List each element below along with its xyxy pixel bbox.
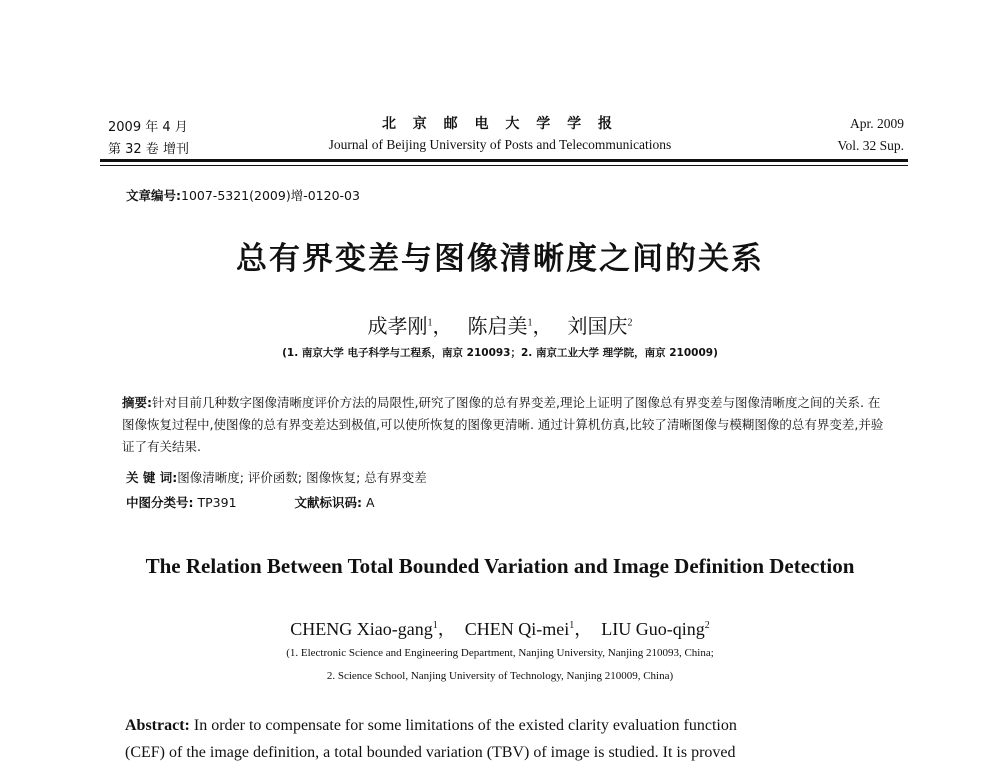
- abstract-en-label: Abstract:: [125, 717, 190, 734]
- affiliation-en-2: 2. Science School, Nanjing University of Technology, Nanjing 210009, China): [326, 670, 674, 682]
- article-number-value: 1007-5321(2009)增-0120-03: [181, 188, 360, 203]
- author-sup: 2: [704, 620, 710, 631]
- journal-title-en: Journal of Beijing University of Posts and Telecommunications: [328, 137, 672, 152]
- doc-code-value: A: [366, 495, 375, 510]
- author-cn: 成孝刚: [367, 316, 428, 338]
- keywords-label: 关 键 词:: [126, 470, 178, 485]
- abstract-en-line-1: [125, 717, 737, 735]
- header-volume-en: Vol. 32 Sup.: [837, 138, 904, 153]
- abstract-en-line-2: (CEF) of the image definition, a total bounded variation (TBV) of image is studied. It is proved: [125, 744, 736, 761]
- header-volume-cn: 第 32 卷 增刊: [108, 142, 189, 157]
- journal-title-cn: 北 京 邮 电 大 学 学 报: [381, 116, 619, 132]
- author-cn: 陈启美: [467, 316, 528, 338]
- author-sep: ，: [532, 316, 553, 338]
- authors-en: [0, 615, 1000, 641]
- author-sup: 1: [427, 317, 433, 329]
- affiliation-cn: (1. 南京大学 电子科学与工程系，南京 210093；2. 南京工业大学 理学院，南京 210009): [282, 347, 718, 359]
- article-number-label: 文章编号:: [126, 188, 181, 203]
- abstract-cn-label: 摘要:: [122, 395, 152, 410]
- author-en: CHENG Xiao-gang: [290, 619, 433, 639]
- header-rule-thick: [100, 159, 908, 162]
- clc-label: 中图分类号:: [126, 495, 194, 510]
- header-date-en: Apr. 2009: [850, 116, 904, 131]
- keywords-text: 图像清晰度; 评价函数; 图像恢复; 总有界变差: [177, 470, 427, 485]
- author-sep: ，: [432, 316, 453, 338]
- clc-value: TP391: [197, 495, 237, 510]
- abstract-cn: [122, 392, 892, 458]
- abstract-cn-text: 针对目前几种数字图像清晰度评价方法的局限性,研究了图像的总有界变差,理论上证明了图像总有界变差与图像清晰度之间的关系. 在图像恢复过程中,使图像的总有界变差达到极值,可以使所恢复的图像更清晰. 通过计算机仿真,比较了清晰图像与模糊图像的总有界变差,并验证了有关结果.: [122, 395, 884, 454]
- keywords-cn: [126, 468, 427, 486]
- doc-code-label: 文献标识码:: [294, 495, 363, 510]
- affiliation-en-1: (1. Electronic Science and Engineering Department, Nanjing University, Nanjing 210093, China;: [286, 647, 714, 659]
- title-en: The Relation Between Total Bounded Variation and Image Definition Detection: [145, 554, 855, 578]
- author-sup: 1: [527, 317, 533, 329]
- author-sup: 1: [569, 620, 575, 631]
- abstract-en-text-1: In order to compensate for some limitations of the existed clarity evaluation function: [193, 717, 737, 734]
- author-sup: 2: [627, 317, 633, 329]
- article-number: [126, 186, 360, 204]
- author-en: CHEN Qi-mei: [464, 619, 570, 639]
- title-cn: 总有界变差与图像清晰度之间的关系: [236, 241, 764, 277]
- authors-cn: [0, 310, 1000, 339]
- classification: [126, 493, 375, 511]
- author-sup: 1: [432, 620, 438, 631]
- author-sep: ，: [437, 619, 456, 639]
- header-date-cn: 2009 年 4 月: [108, 120, 188, 135]
- author-sep: ，: [574, 619, 593, 639]
- author-cn: 刘国庆: [567, 316, 628, 338]
- header-rule-thin: [100, 165, 908, 166]
- author-en: LIU Guo-qing: [601, 619, 705, 639]
